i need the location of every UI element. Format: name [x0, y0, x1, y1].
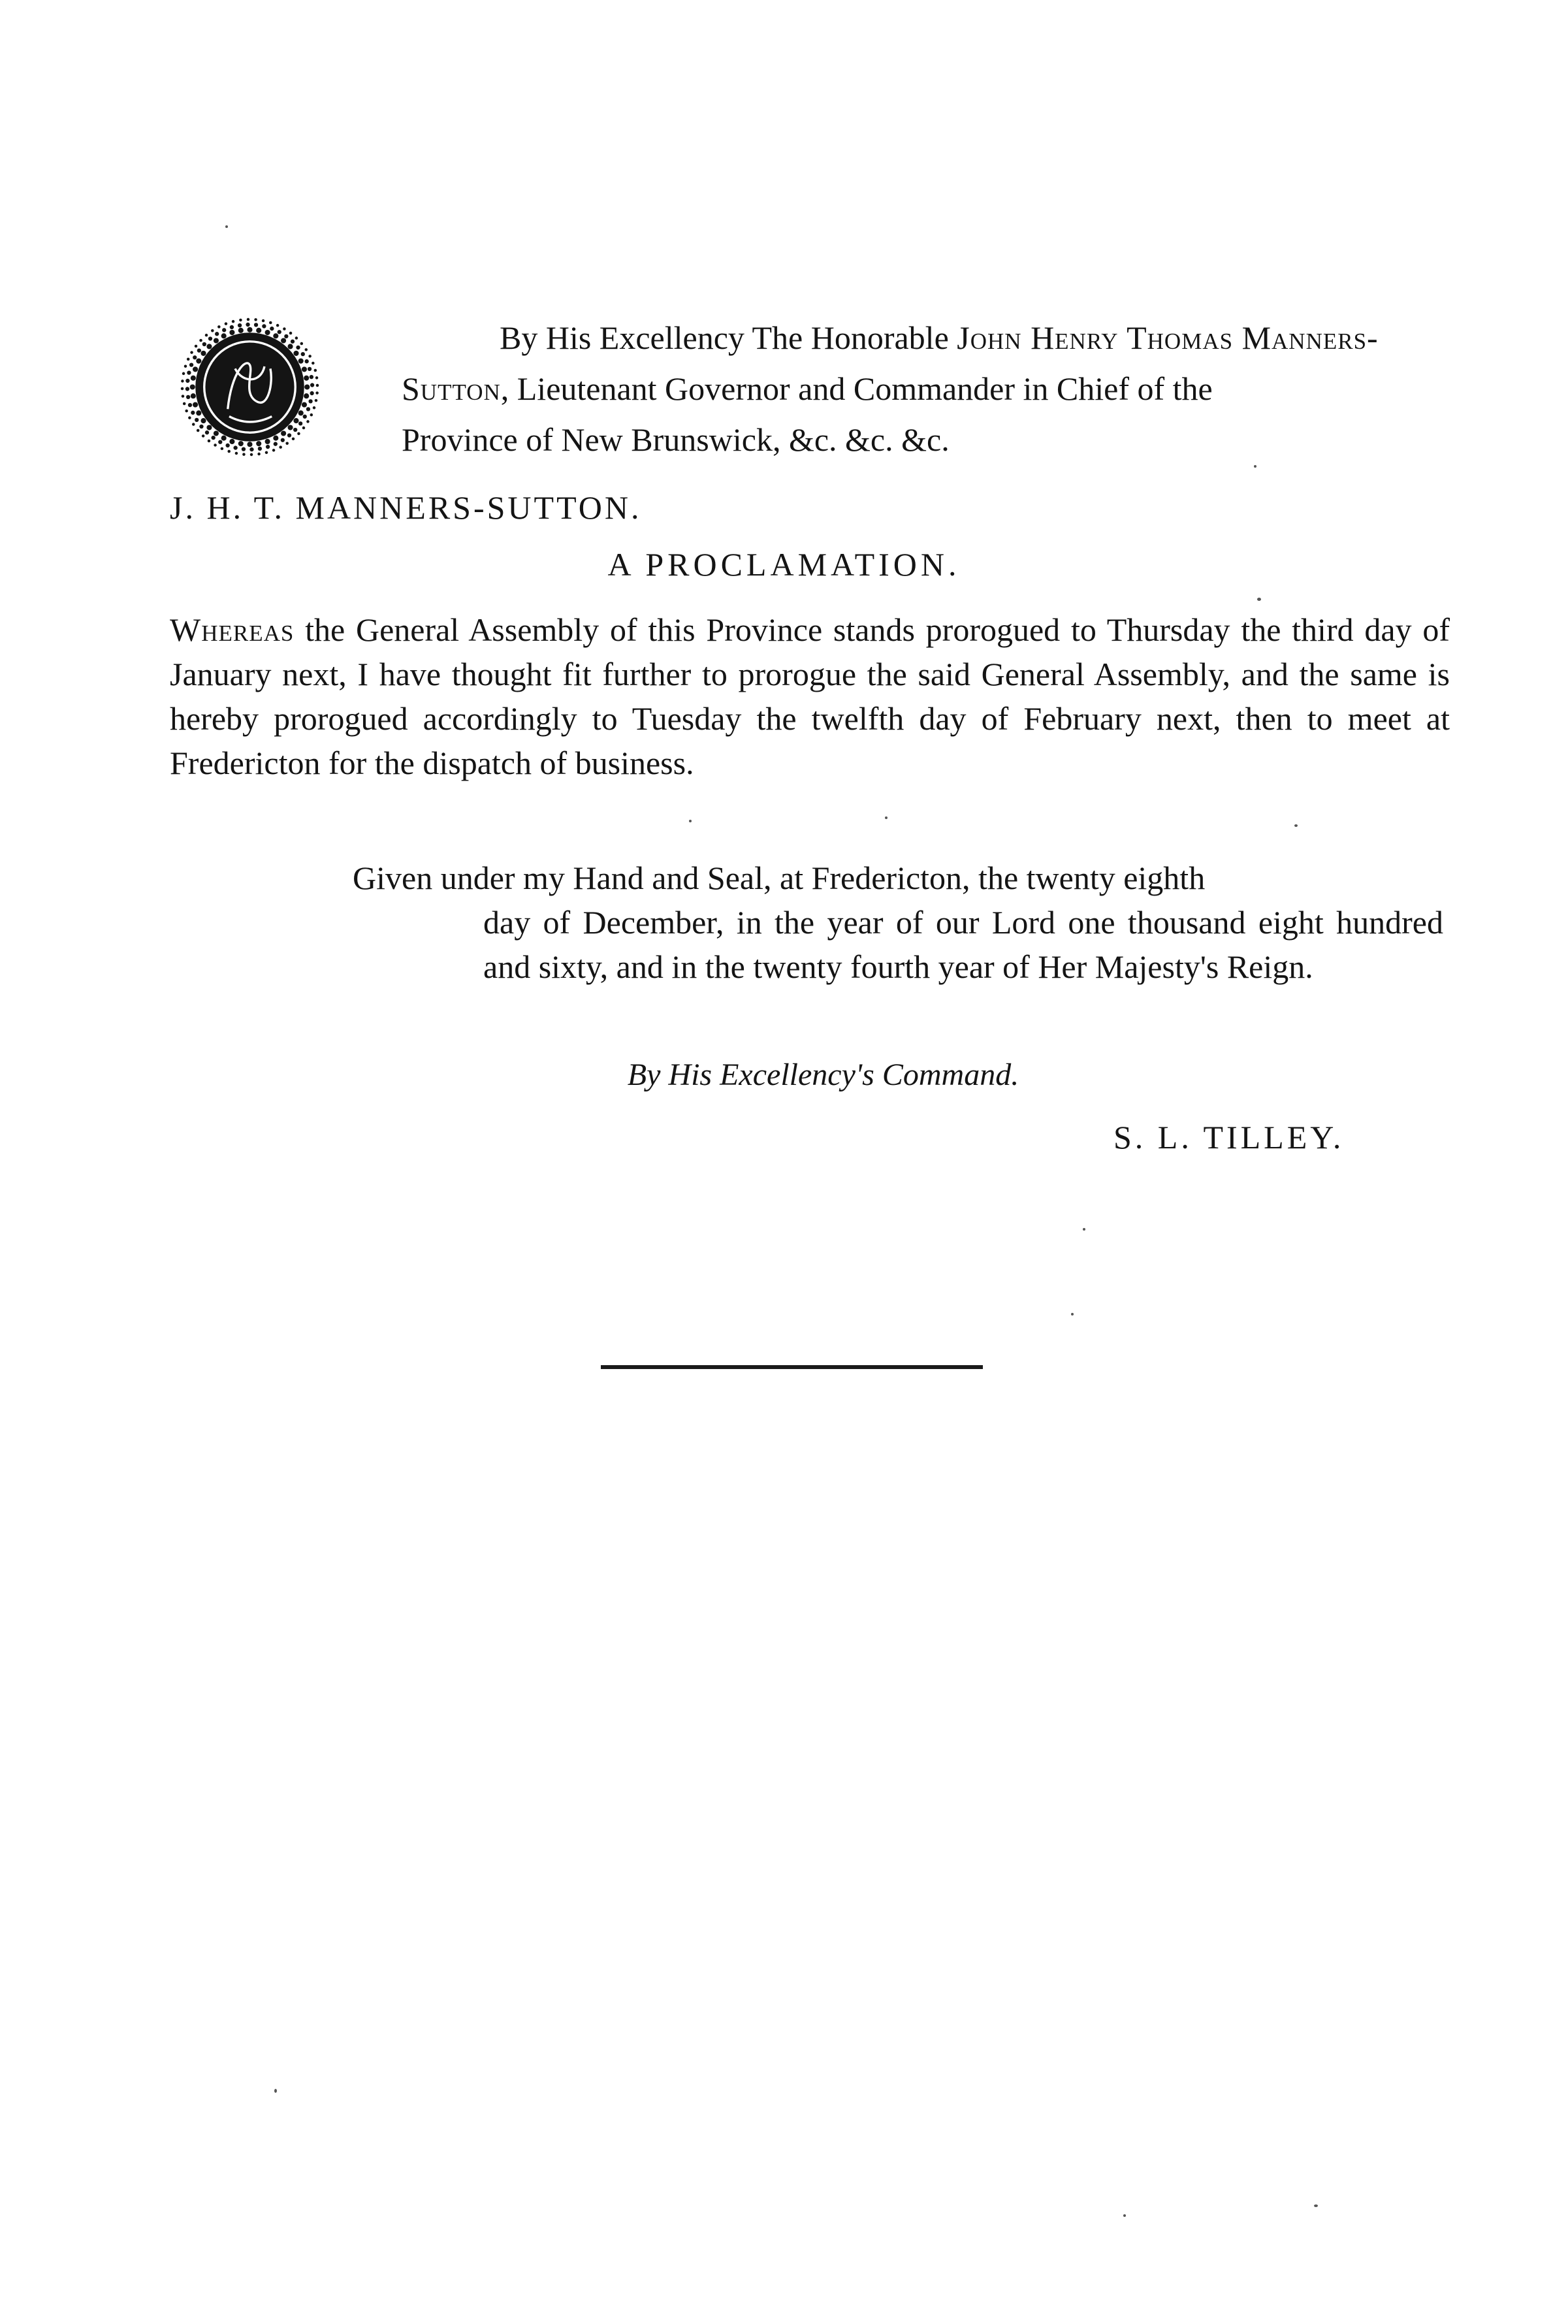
- secretary-signature: S. L. TILLEY.: [1113, 1119, 1345, 1155]
- given-line-1: Given under my Hand and Seal, at Fredericton, the twenty eighth: [353, 860, 1206, 896]
- paper-speck: [1254, 465, 1256, 468]
- command-line: By His Excellency's Command.: [627, 1057, 1019, 1092]
- governor-name: John Henry Thomas Manners-: [957, 319, 1379, 356]
- paper-speck: [1314, 2204, 1318, 2207]
- paper-speck: [1123, 2214, 1126, 2217]
- preamble-by: By His Excellency The Honorable: [500, 319, 949, 356]
- signatory: J. H. T. MANNERS-SUTTON.: [170, 489, 642, 526]
- paper-speck: [1257, 598, 1261, 601]
- preamble: [176, 312, 1450, 465]
- governor-name-cont: Sutton: [402, 370, 501, 407]
- given-clause: [353, 856, 1443, 989]
- governor-title: , Lieutenant Governor and Commander in Chief of the: [500, 370, 1213, 407]
- body-lead-word: Whereas: [170, 611, 295, 648]
- proclamation-body: [170, 607, 1450, 785]
- paper-speck: [1294, 824, 1298, 827]
- paper-speck: [274, 2089, 277, 2093]
- preamble-line-1: [176, 312, 1450, 363]
- closing-rule: [601, 1365, 983, 1369]
- given-rest: day of December, in the year of our Lord one thousand eight hundred and sixty, and in the twenty fourth year of Her Majesty's Reign.: [483, 904, 1443, 985]
- paper-speck: [1071, 1313, 1074, 1315]
- paper-speck: [689, 820, 692, 822]
- body-text: the General Assembly of this Province stands prorogued to Thursday the third day of January next, I have thought fit further to prorogue the said General Assembly, and the same is hereby prorogued accordingly to Tuesday the twelfth day of February next, then to meet at Fredericton for the dispatch of business.: [170, 611, 1450, 781]
- paper-speck: [1083, 1228, 1085, 1231]
- preamble-line-2: [176, 363, 1450, 414]
- page-title: A PROCLAMATION.: [607, 546, 961, 583]
- paper-speck: [225, 225, 228, 228]
- preamble-line-3: Province of New Brunswick, &c. &c. &c.: [402, 421, 950, 458]
- paper-speck: [885, 816, 888, 819]
